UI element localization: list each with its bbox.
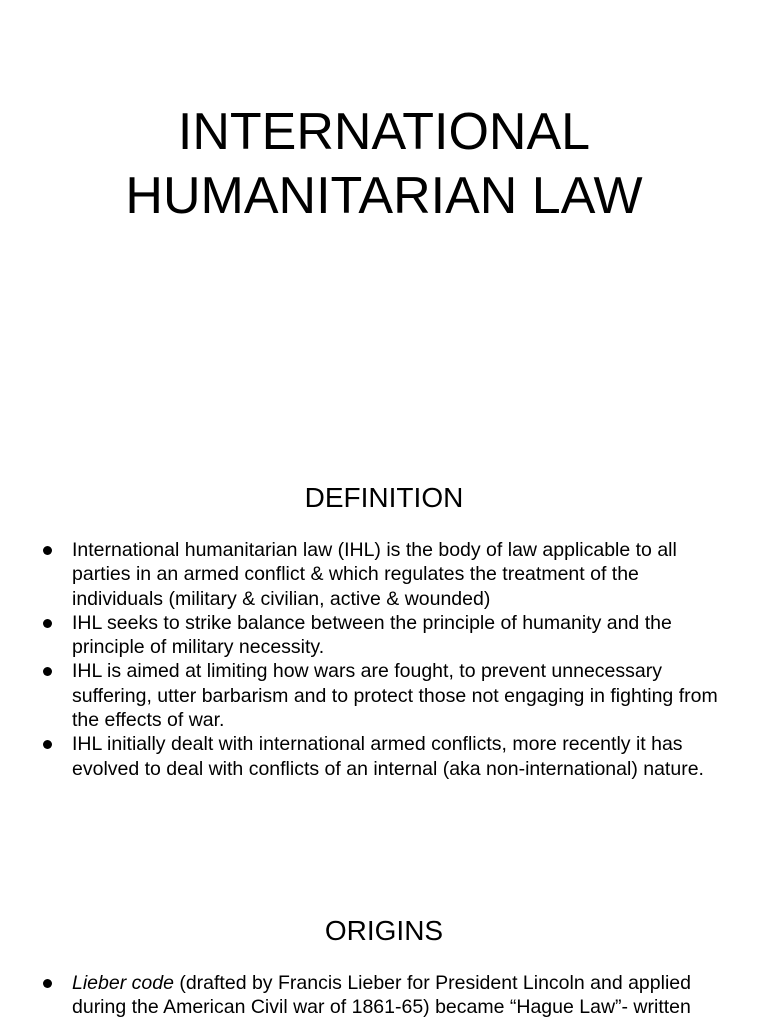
list-item [0, 538, 768, 611]
title-line-2: HUMANITARIAN LAW [125, 167, 643, 225]
bullet-icon [43, 619, 52, 628]
definition-item-text: International humanitarian law (IHL) is the body of law applicable to all parties in an armed conflict & which regulates the treatment of the individuals (military & civilian, active & wounded) [72, 539, 677, 610]
origins-heading: ORIGINS [324, 915, 444, 946]
definition-list [0, 538, 768, 781]
list-item [0, 611, 768, 660]
bullet-icon [43, 546, 52, 555]
definition-heading: DEFINITION [304, 482, 464, 513]
list-item [0, 971, 768, 1020]
bullet-icon [43, 979, 52, 988]
list-item [0, 659, 768, 732]
origins-item-text: (drafted by Francis Lieber for President Lincoln and applied during the American Civil war of 1861-65) became “Hague Law”- written [72, 972, 691, 1019]
title-line-1: INTERNATIONAL [177, 103, 591, 161]
list-item [0, 732, 768, 781]
page-title [0, 100, 768, 228]
origins-item-emphasis: Lieber code [72, 972, 174, 994]
bullet-icon [43, 740, 52, 749]
origins-list [0, 971, 768, 1020]
definition-item-text: IHL is aimed at limiting how wars are fought, to prevent unnecessary suffering, utter barbarism and to protect those not engaging in fighting from the effects of war. [72, 660, 718, 732]
definition-item-text: IHL initially dealt with international armed conflicts, more recently it has evolved to deal with conflicts of an internal (aka non-international) nature. [72, 733, 704, 780]
bullet-icon [43, 667, 52, 676]
definition-item-text: IHL seeks to strike balance between the principle of humanity and the principle of military necessity. [72, 611, 672, 659]
